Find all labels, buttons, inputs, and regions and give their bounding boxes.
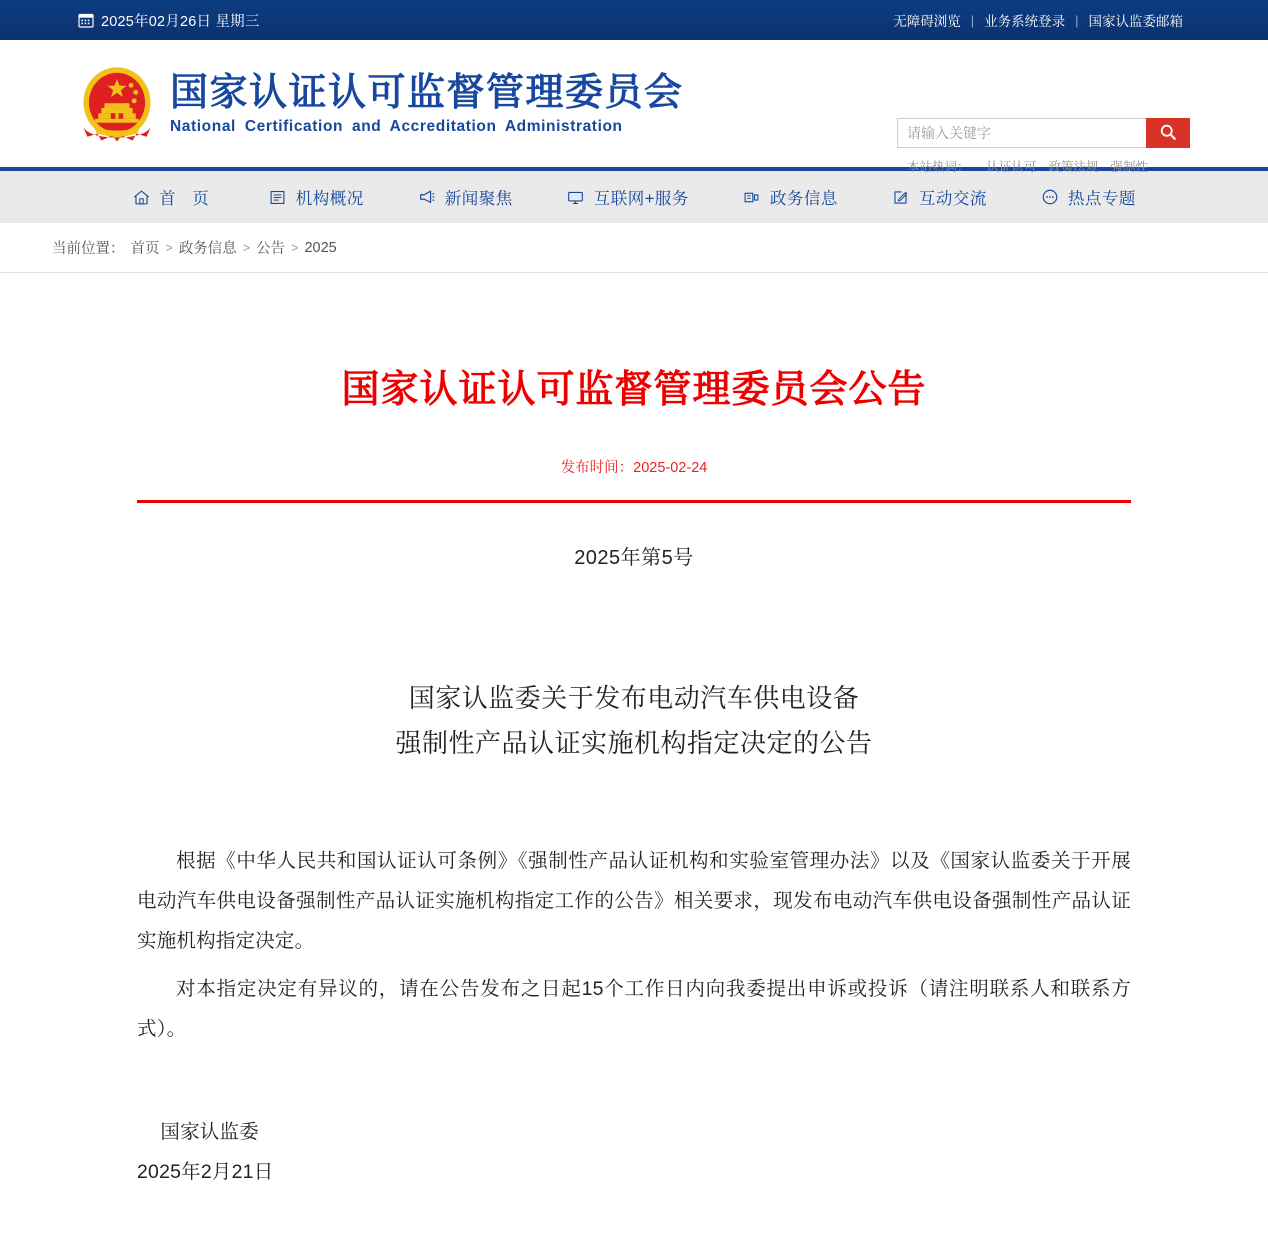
breadcrumb-prefix: 当前位置： (52, 241, 125, 257)
link-accessible-browsing[interactable]: 无障碍浏览 (893, 14, 961, 29)
document-paragraph: 根据《中华人民共和国认证认可条例》《强制性产品认证机构和实验室管理办法》以及《国家认监委关于开展电动汽车供电设备强制性产品认证实施机构指定工作的公告》相关要求，现发布电动汽车供电设备强制性产品认证实施机构指定决定。 (137, 849, 1131, 953)
document-body (137, 841, 1131, 1050)
nav-label-internet-plus-service: 互联网+服务 (593, 190, 689, 208)
page-title: 国家认证认可监督管理委员会公告 (341, 369, 927, 412)
nav-label-organization-overview: 机构概况 (295, 190, 364, 208)
breadcrumb-item-announcements[interactable]: 公告 (256, 241, 286, 257)
list-document-icon (269, 188, 287, 206)
breadcrumb-separator-2: > (242, 240, 251, 255)
breadcrumb-item-home[interactable]: 首页 (130, 241, 160, 257)
search-area (897, 118, 1190, 175)
nav-label-hot-topics: 热点专题 (1067, 190, 1136, 208)
hot-keyword-certification[interactable]: 认证认可 (986, 160, 1037, 174)
nav-item-interaction[interactable] (865, 185, 1014, 209)
nav-item-internet-plus-service[interactable] (540, 185, 716, 209)
megaphone-icon (418, 188, 436, 206)
search-icon (1159, 123, 1177, 144)
link-business-system-login[interactable]: 业务系统登录 (984, 14, 1066, 29)
nav-item-government-affairs[interactable] (716, 185, 865, 209)
nav-item-organization-overview[interactable] (242, 185, 391, 209)
publish-meta (137, 456, 1131, 477)
document-signature (137, 1112, 1131, 1192)
nav-label-interaction: 互动交流 (918, 190, 987, 208)
monitor-icon (567, 188, 585, 206)
nav-item-news-focus[interactable] (391, 185, 540, 209)
breadcrumb-separator-1: > (165, 240, 173, 255)
current-date-text: 2025年02月26日 星期三 (101, 13, 260, 30)
title-divider (137, 500, 1131, 503)
speech-bubble-icon (1041, 188, 1059, 206)
publish-label: 发布时间： (560, 459, 634, 476)
publish-date: 2025-02-24 (633, 459, 708, 476)
brand-text-block (170, 72, 684, 135)
national-emblem-icon (78, 65, 156, 143)
top-links (883, 10, 1193, 30)
breadcrumb-item-government-affairs[interactable]: 政务信息 (178, 241, 237, 257)
document-number: 2025年第5号 (574, 546, 694, 569)
nav-item-hot-topics[interactable] (1014, 185, 1163, 209)
top-utility-bar (0, 0, 1268, 40)
hot-keywords-label: 本站热词： (907, 160, 970, 174)
article-container (0, 298, 1268, 1251)
topbar-separator-2: | (1075, 12, 1079, 28)
breadcrumb-separator-3: > (291, 240, 299, 255)
search-row (897, 118, 1190, 148)
breadcrumb (52, 237, 1268, 258)
document-title-line-2: 强制性产品认证实施机构指定决定的公告 (395, 728, 873, 759)
breadcrumb-bar (0, 223, 1268, 273)
hot-keyword-mandatory[interactable]: 强制性 (1110, 160, 1149, 174)
site-brand[interactable] (78, 65, 684, 143)
calendar-icon (78, 12, 94, 28)
nav-label-home: 首 页 (159, 190, 215, 208)
nav-label-government-affairs: 政务信息 (769, 190, 838, 208)
nav-label-news-focus: 新闻聚焦 (444, 190, 513, 208)
bottom-spacer (137, 1192, 1131, 1252)
hot-keywords (897, 157, 1190, 175)
breadcrumb-item-2025[interactable]: 2025 (304, 239, 337, 256)
signature-organization: 国家认监委 (160, 1120, 259, 1143)
nav-item-home[interactable] (105, 185, 242, 209)
signature-date: 2025年2月21日 (137, 1160, 274, 1183)
pencil-square-icon (892, 188, 910, 206)
primary-navigation (0, 167, 1268, 223)
search-input[interactable] (897, 118, 1146, 148)
search-button[interactable] (1146, 118, 1190, 148)
document-paragraph: 对本指定决定有异议的，请在公告发布之日起15个工作日内向我委提出申诉或投诉（请注明联系人和联系方式）。 (137, 978, 1131, 1041)
site-masthead (0, 40, 1268, 174)
folder-text-icon (743, 188, 761, 206)
site-title-cn: 国家认证认可监督管理委员会 (170, 72, 684, 115)
current-date-block (78, 10, 260, 31)
hot-keyword-policy[interactable]: 政策法规 (1048, 160, 1099, 174)
link-cnca-mailbox[interactable]: 国家认监委邮箱 (1088, 14, 1183, 29)
document-title-line-1: 国家认监委关于发布电动汽车供电设备 (408, 682, 860, 713)
site-title-en: National Certification and Accreditation Administration (170, 118, 623, 136)
topbar-separator-1: | (970, 12, 975, 28)
document-title (137, 676, 1131, 767)
home-icon (132, 188, 150, 206)
